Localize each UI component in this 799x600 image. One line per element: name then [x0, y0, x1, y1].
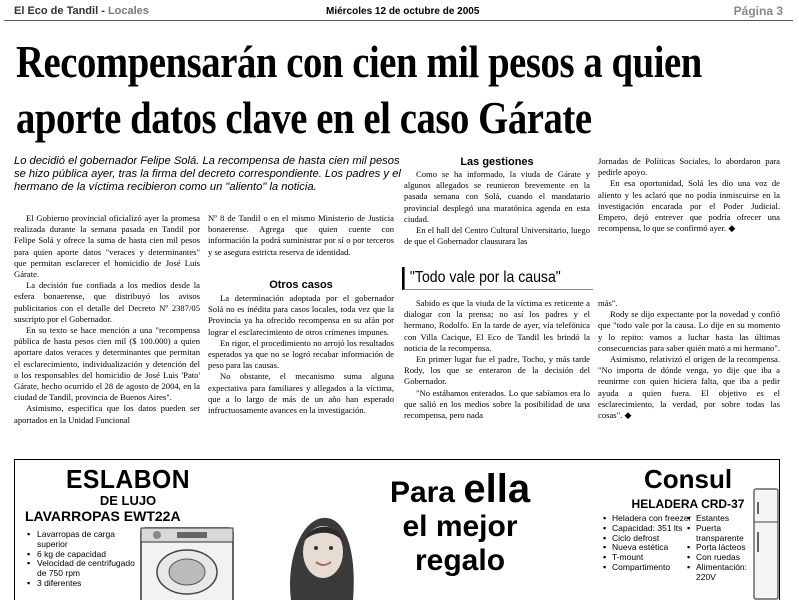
subhead-otros-casos: Otros casos — [269, 279, 333, 291]
feature-item: ▪ Heladera con freezer — [603, 514, 691, 524]
paragraph: Como se ha informado, la viuda de Gárate y algunos allegados se reunieron brevemente en la pasada semana con Solá, cuando el mandatario provincial desplegó una maratónica agenda en esta ciudad. — [404, 169, 590, 224]
feature-item: ▪ Ciclo defrost — [603, 534, 691, 544]
paragraph: No obstante, el mecanismo suma alguna expectativa para familiares y allegados a la víctima, que a lo largo de más de un año han esperado infructuosamente avances en la investigación. — [208, 371, 394, 416]
article-column-4 — [598, 156, 780, 234]
headline-line-2: aporte datos clave en el caso Gárate — [16, 93, 592, 143]
paragraph: Sabido es que la viuda de la víctima es reticente a dialogar con la prensa; no así los padres y el hermano, Rodolfo. En la tarde de ayer, vía telefónica con Villa Cacique, El Eco de Tandil les brindó la noticia de la recompensa. — [404, 298, 590, 353]
article-column-2-top — [208, 213, 394, 258]
article-column-3 — [404, 169, 590, 247]
paragraph: En rigor, el procedimiento no arrojó los resultados esperados ya que no se logró recabar información de peso para las causas. — [208, 337, 394, 371]
article-column-6 — [598, 298, 780, 421]
article-column-1 — [14, 213, 200, 426]
paragraph-text: En esa oportunidad, Solá les dio una voz de aliento y les aclaró que no podía inmiscuirse en la investigación encarada por el Poder Judicial. Empero, dejó entrever que podría ofrecer una recompensa, lo que se confirmó ayer. — [598, 178, 780, 234]
header-paper-section — [14, 5, 149, 17]
slogan-para: Para — [389, 476, 455, 509]
feature-item: ▪ 6 kg de capacidad — [27, 550, 137, 560]
consul-logo: Consul — [643, 464, 733, 494]
paragraph: más". — [598, 298, 618, 308]
paragraph: En su texto se hace mención a una "recompensa pública de hasta pesos cien mil ($ 100.000) a quien aportare datos veraces y determinantes que permitan el esclarecimiento, individualización y detención del o los responsables del homicidio de José Luis 'Pato' Gárate, hecho ocurrido el 28 de agosto de 2004, en la ciudad de Tandil, provincia de Buenos Aires". — [14, 325, 200, 403]
paragraph-text: Asimismo, relativizó el origen de la recompensa. "No importa de dónde venga, yo dije que iba a reunirme con quien hiciera falta, que iba a pedir ayuda a quien fuera. El objetivo es el esclarecimiento, la verdad, por sobre todas las cosas". — [598, 354, 780, 421]
article-lead: Lo decidió el gobernador Felipe Solá. La recompensa de hasta cien mil pesos se hizo pública ayer, tras la firma del decreto correspondiente. Los padres y el hermano de la víctima recibieron como un "aliento" la noticia. — [14, 155, 401, 193]
paragraph: El Gobierno provincial oficializó ayer la promesa realizada durante la semana pasada en Tandil por Felipe Solá y ofrece la suma de hasta cien mil pesos para quien aporte datos "veraces y determinantes" que permitan esclarecer el homicidio de José Luis Gárate. — [14, 213, 200, 280]
paragraph: En el hall del Centro Cultural Universitario, luego de que el Gobernador clausurara las — [404, 225, 590, 247]
advertisement — [14, 459, 780, 600]
issue-date: Miércoles 12 de octubre de 2005 — [326, 6, 480, 17]
feature-item: ▪ Nueva estética — [603, 543, 691, 553]
feature-item: ▪ Estantes — [687, 514, 751, 524]
headline — [16, 34, 702, 146]
paragraph: Nº 8 de Tandil o en el mismo Ministerio de Justicia bonaerense. Agrega que quien cuente con información la podrá suministrar por sí o por terceros y se asegura estricta reserva de identidad. — [208, 213, 394, 257]
paragraph: "No estábamos enterados. Lo que sabíamos era lo que salió en los medios sobre la posibilidad de una recompensa, pero nada — [404, 387, 590, 421]
feature-item: ▪ Capacidad: 351 lts — [603, 524, 691, 534]
ad-slogan — [360, 467, 560, 578]
paragraph: La decisión fue confiada a los medios desde la esfera bonaerense, que distribuyó los avisos publicitarios con el detalle del Decreto Nº 2387/05 suscripto por el Gobernador. — [14, 280, 200, 324]
paragraph: Rody se dijo expectante por la novedad y confió que "todo vale por la causa. Lo dije en su momento y lo repito: vamos a luchar hasta las últimas consecuencias para saber quién mató a mi hermano". — [598, 309, 780, 353]
header-separator: - — [98, 5, 108, 17]
washing-machine-image — [137, 520, 237, 600]
feature-item: ▪ Porta lácteos — [687, 543, 751, 553]
ad-consul-block — [601, 464, 775, 511]
paragraph: La determinación adoptada por el gobernador Solá no es inédita para casos locales, toda vez que la Provincia ya ha ofrecido recompensa en su afán por lograr el esclarecimiento de otros crímenes impunes. — [208, 293, 394, 337]
feature-item: ▪ Lavarropas de carga superior — [27, 530, 137, 550]
feature-item: ▪ Velocidad de centrifugado de 750 rpm — [27, 559, 137, 579]
paragraph — [598, 354, 780, 421]
feature-item: ▪ Compartimento — [603, 563, 691, 573]
article-column-5 — [404, 298, 590, 421]
feature-item: ▪ Alimentación: 220V — [687, 563, 751, 583]
headline-line-1: Recompensarán con cien mil pesos a quien — [16, 37, 702, 87]
feature-item: ▪ T-mount — [603, 553, 691, 563]
feature-item: ▪ Puerta transparente — [687, 524, 751, 544]
fridge-features-b — [687, 514, 751, 583]
paragraph: Asimismo, especifica que los datos pueden ser aportados en la Unidad Funcional — [14, 403, 200, 425]
slogan-el-mejor: el mejor — [402, 510, 518, 543]
eslabon-logo: ESLABON — [65, 464, 191, 494]
woman-photo — [261, 500, 371, 600]
quote-subhead: "Todo vale por la causa" — [402, 267, 593, 290]
feature-item: ▪ Con ruedas — [687, 553, 751, 563]
feature-item: ▪ 3 diferentes — [27, 579, 137, 589]
fridge-features-a — [603, 514, 691, 573]
slogan-ella: ella — [463, 467, 531, 511]
washer-model: LAVARROPAS EWT22A — [25, 508, 181, 524]
paragraph: Jornadas de Políticas Sociales, lo abordaron para pedirle apoyo. — [598, 156, 780, 178]
paper-name: El Eco de Tandil — [14, 5, 99, 17]
page-header — [4, 3, 793, 21]
section-name: Locales — [107, 5, 149, 17]
slogan-regalo: regalo — [414, 544, 506, 577]
washer-features — [27, 530, 137, 589]
ad-eslabon-block — [23, 464, 233, 508]
paragraph: En primer lugar fue el padre, Tocho, y más tarde Rody, los que se enteraron de la decisión del Gobernador. — [404, 354, 590, 387]
article-column-2 — [208, 293, 394, 416]
eslabon-logo-sub: DE LUJO — [99, 493, 157, 508]
end-mark: ◆ — [624, 410, 632, 421]
fridge-model: HELADERA CRD-37 — [631, 497, 745, 511]
page-number: Página 3 — [733, 4, 783, 18]
end-mark: ◆ — [728, 223, 736, 234]
paragraph — [598, 178, 780, 234]
refrigerator-image — [753, 488, 779, 600]
subhead-las-gestiones: Las gestiones — [460, 156, 534, 168]
